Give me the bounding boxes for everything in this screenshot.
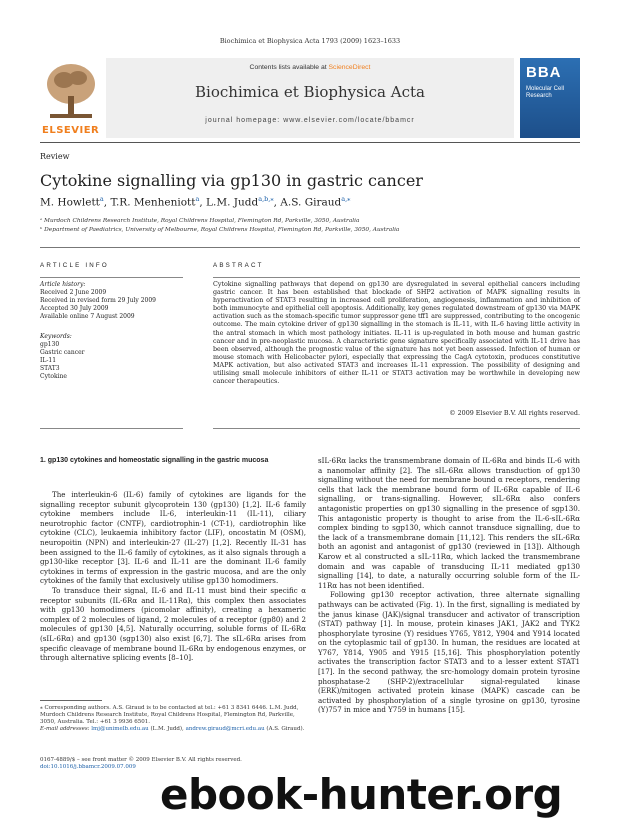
- abstract-rule: [213, 277, 580, 278]
- history-item: Accepted 30 July 2009: [40, 305, 109, 312]
- abstract-heading: ABSTRACT: [213, 262, 264, 269]
- author-list: M. Howlett$^a$, T.R. Menheniott$^a$, L.M. Judd$^{a,b,⁎}$, A.S. Giraud$^{a,⁎}$: [40, 195, 351, 209]
- cover-abbrev: BBA: [526, 64, 562, 81]
- elsevier-logo: [40, 58, 102, 136]
- cover-subtitle: Molecular Cell Research: [526, 86, 565, 99]
- keywords: [40, 333, 190, 381]
- watermark: ebook-hunter.org: [160, 770, 563, 819]
- email-owner: (L.M. Judd),: [148, 726, 186, 732]
- body-paragraph: Following gp130 receptor activation, three alternate signalling pathways can be activated (Fig. 1). In the first, signalling is mediated by the janus kinase (JAK)/signal transducer and activator of transcription (STAT) pathway [1]. In mouse, protein kinases JAK1, JAK2 and TYK2 phosphorylate tyrosine (Y) residues Y765, Y812, Y904 and Y914 located on the cytoplasmic tail of gp130. In human, the residues are located at Y767, Y814, Y905 and Y915 [15,16]. This phosphorylation potently activates the transcription factor STAT3 and to a lesser extent STAT1 [17]. In the second pathway, the src-homology domain protein tyrosine phosphatase-2 (SHP-2)/extracellular signal-regulated kinase (ERK)/mitogen activated protein kinase (MAPK) cascade can be activated by phosphorylation of a single tyrosine on gp130, tyrosine (Y)757 in mice and Y759 in humans [15].: [318, 590, 580, 715]
- journal-citation: Biochimica et Biophysica Acta 1793 (2009) 1623–1633: [219, 37, 401, 45]
- abstract-bottom-rule: [213, 428, 580, 429]
- footnote: [40, 705, 306, 733]
- article-info-heading: ARTICLE INFO: [40, 262, 109, 269]
- keyword: Gastric cancer: [40, 349, 85, 356]
- author-affil-mark[interactable]: a: [195, 195, 200, 203]
- email-line: [40, 726, 306, 733]
- keyword: IL-11: [40, 357, 57, 364]
- article-history: [40, 281, 190, 321]
- doi-link[interactable]: doi:10.1016/j.bbamcr.2009.07.009: [40, 764, 136, 770]
- history-item: Available online 7 August 2009: [40, 313, 135, 320]
- affiliation-rule: [40, 247, 580, 248]
- history-label: Article history:: [40, 281, 86, 288]
- email-label: E-mail addresses:: [40, 726, 90, 732]
- body-left-column: [40, 490, 306, 663]
- author-name: T.R. Menheniott: [110, 196, 196, 209]
- header-rule: [40, 142, 580, 143]
- abstract-copyright: © 2009 Elsevier B.V. All rights reserved.: [449, 410, 580, 417]
- issn-line: 0167-4889/$ – see front matter © 2009 Elsevier B.V. All rights reserved.: [40, 757, 242, 763]
- email-owner: (A.S. Giraud).: [264, 726, 305, 732]
- email-link[interactable]: andrew.giraud@mcri.edu.au: [185, 726, 265, 732]
- keyword: Cytokine: [40, 373, 67, 380]
- author-affil-mark[interactable]: a,b,⁎: [258, 195, 274, 203]
- abstract-text: Cytokine signalling pathways that depend on gp130 are dysregulated in several epithelial cancers including gastric cancer. It has been established that blockade of SHP2 activation of MAPK signalling results in hyperactivation of STAT3 resulting in increased cell proliferation, angiogenesis, inflammation and inhibition of both immunocyte and epithelial cell apoptosis. Additionally, key genes regulated downstream of gp130 via MAPK activation such as the stomach-specific tumor suppressor gene tff1 are suppressed, contributing to the oncogenic outcome. The main cytokine driver of gp130 signalling in the stomach is IL-11, with IL-6 having little activity in the antral stomach in which most pathology initiates. IL-11 is up-regulated in both mouse and human gastric cancer and in pre-neoplastic mucosa. A characteristic gene signature specifically associated with IL-11 drive has been observed, although the prognostic value of the signature has not yet been assessed. Infection of human or mouse stomach with Helicobacter pylori, especially that expressing the CagA cytotoxin, produces constitutive MAPK activation, but also activated STAT3 and increases IL-11 expression. The possibility of designing and utilising small molecule inhibitors of either IL-11 or STAT3 activation may be worthwhile in developing new cancer therapeutics.: [213, 281, 580, 386]
- author-affil-mark[interactable]: a: [99, 195, 104, 203]
- elsevier-tree-icon: [40, 58, 102, 124]
- journal-banner: [106, 58, 514, 138]
- author-name: M. Howlett: [40, 196, 100, 209]
- body-paragraph: To transduce their signal, IL-6 and IL-11 must bind their specific α receptor subunits (IL-6Rα and IL-11Rα), this complex then associates with gp130 homodimers (picomolar affinity), creating a hexameric complex of 2 molecules of ligand, 2 molecules of α receptor (gp80) and 2 molecules of gp130 [4,5]. Naturally occurring, soluble forms of IL-6Rα (sIL-6Rα) and gp130 (sgp130) also exist [6,7]. The sIL-6Rα arises from specific cleavage of membrane bound IL-6Rα by endogenous enzymes, or through alternative splicing events [8–10].: [40, 585, 306, 663]
- author-affil-mark[interactable]: a,⁎: [341, 195, 351, 203]
- body-paragraph: sIL-6Rα lacks the transmembrane domain of IL-6Rα and binds IL-6 with a nanomolar affinity [2]. The sIL-6Rα allows transduction of gp130 signalling without the need for membrane bound α receptors, rendering cells that lack the membrane bound form of IL-6Rα capable of IL-6 signalling, or trans-signalling. However, sIL-6Rα also confers antagonistic properties on gp130 signalling in the presence of sgp130. This antagonistic property is thought to arise from the IL-6-sIL-6Rα complex binding to sgp130, which cannot transduce signalling, due to the lack of a transmembrane domain [11,12]. This renders the sIL-6Rα both an agonist and antagonist of gp130 (reviewed in [13]). Although Karow et al constructed a sIL-11Rα, which lacked the transmembrane domain and was capable of transducing IL-11 mediated gp130 signalling [14], to date, a naturally occurring soluble form of the IL-11Rα has not been identified.: [318, 456, 580, 590]
- footnote-rule: [40, 700, 102, 701]
- body-paragraph: The interleukin-6 (IL-6) family of cytokines are ligands for the signalling receptor subunit glycoprotein 130 (gp130) [1,2]. IL-6 family cytokine members include IL-6, interleukin-11 (IL-11), ciliary neurotrophic factor (CNTF), cardiotrophin-1 (CT-1), cardiotrophin like cytokine (CLC), leukaemia inhibitory factor (LIF), oncostatin M (OSM), neuropoitin (NPN) and interleukin-27 (IL-27) [1,2]. Recently IL-31 has been assigned to the IL-6 family of cytokines, as it also signals through a gp130-like receptor [3]. IL-6 and IL-11 are the dominant IL-6 family cytokines in terms of expression in the gastric mucosa, and are the only cytokines of the family that exclusively utilise gp130 homodimers.: [40, 490, 306, 586]
- body-right-column: [318, 456, 580, 715]
- history-item: Received in revised form 29 July 2009: [40, 297, 156, 304]
- history-item: Received 2 June 2009: [40, 289, 107, 296]
- journal-cover: [520, 58, 580, 138]
- sciencedirect-link[interactable]: ScienceDirect: [328, 64, 371, 71]
- page-footer: [40, 757, 306, 771]
- affiliation-b: ᵇ Department of Paediatrics, University of Melbourne, Royal Childrens Hospital, Flemington Rd, Parkville, 3050, Australia: [40, 227, 400, 233]
- publisher-name: ELSEVIER: [42, 125, 100, 136]
- keywords-label: Keywords:: [40, 333, 72, 340]
- contents-line: Contents lists available at ScienceDirect: [249, 64, 371, 71]
- journal-title: Biochimica et Biophysica Acta: [195, 83, 425, 101]
- journal-homepage[interactable]: journal homepage: www.elsevier.com/locate/bbamcr: [205, 117, 415, 124]
- article-title: Cytokine signalling via gp130 in gastric cancer: [40, 171, 423, 190]
- masthead: [40, 58, 580, 138]
- section-heading: 1. gp130 cytokines and homeostatic signalling in the gastric mucosa: [40, 457, 269, 464]
- article-type: Review: [40, 152, 70, 161]
- corresponding-note: ⁎ Corresponding authors. A.S. Giraud is to be contacted at tel.: +61 3 8341 6446. L.M. Judd, Murdoch Childrens Research Institute, Royal Childrens Hospital, Flemington Rd, Parkville, 3050, Australia. Tel.: +61 3 9936 6501.: [40, 705, 299, 725]
- affiliation-a: ᵃ Murdoch Childrens Research Institute, Royal Childrens Hospital, Flemington Rd, Parkville, 3050, Australia: [40, 218, 360, 224]
- article-info-bottom-rule: [40, 428, 183, 429]
- author-name: L.M. Judd: [206, 196, 259, 209]
- article-info-rule: [40, 277, 183, 278]
- keyword: gp130: [40, 341, 60, 348]
- email-link[interactable]: lmj@unimelb.edu.au: [91, 726, 149, 732]
- keyword: STAT3: [40, 365, 60, 372]
- author-name: A.S. Giraud: [280, 196, 342, 209]
